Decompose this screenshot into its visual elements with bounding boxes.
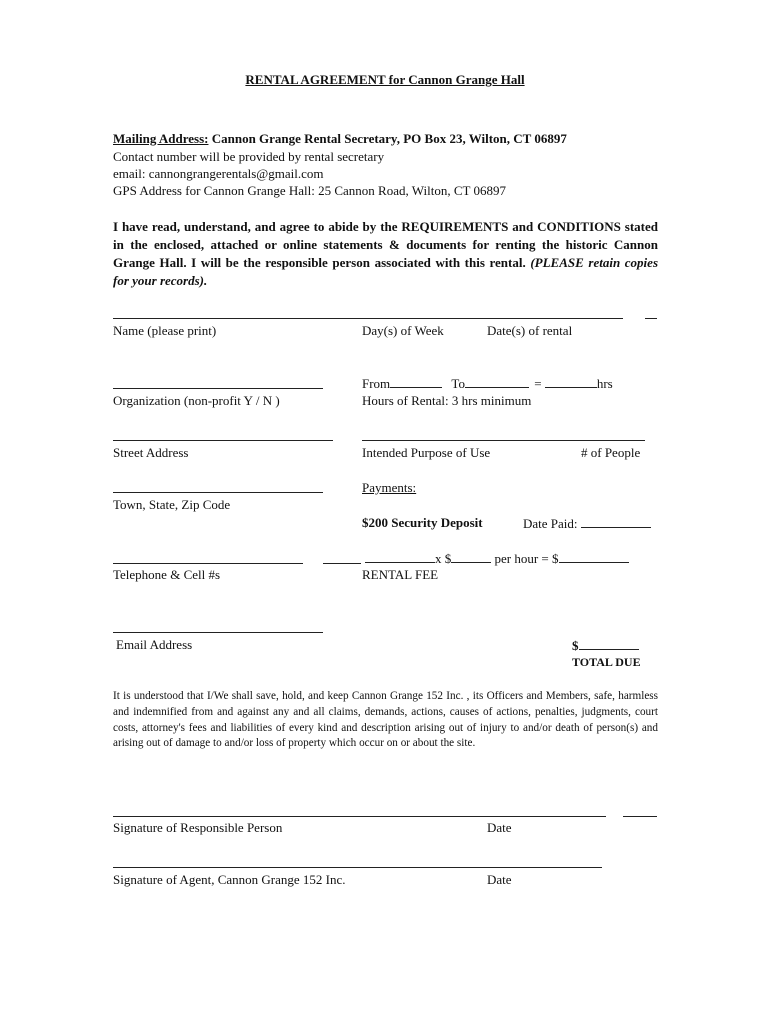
hours-min-label: Hours of Rental: 3 hrs minimum <box>362 393 532 408</box>
date-paid-input[interactable] <box>581 515 651 528</box>
telephone-label: Telephone & Cell #s <box>113 567 221 582</box>
mailing-label: Mailing Address: <box>113 131 209 146</box>
to-input[interactable] <box>465 375 529 388</box>
per-hour-label: per hour = $ <box>491 551 559 566</box>
agreement-note: (PLEASE retain copies for your records). <box>113 255 658 288</box>
name-label: Name (please print) <box>113 323 217 338</box>
town-line[interactable] <box>113 492 323 493</box>
telephone-line[interactable] <box>113 563 303 564</box>
email-address-line[interactable] <box>113 632 323 633</box>
mailing-value: Cannon Grange Rental Secretary, PO Box 23, Wilton, CT 06897 <box>208 131 567 146</box>
rental-hours-input[interactable] <box>365 550 435 563</box>
hours-count-line[interactable] <box>323 563 361 564</box>
name-days-dates-line[interactable] <box>113 318 623 319</box>
agent-date-label: Date <box>487 872 512 887</box>
dates-label: Date(s) of rental <box>487 323 573 338</box>
total-dollar-label: $ <box>572 638 579 653</box>
responsible-signature-line[interactable] <box>113 816 606 817</box>
rental-fee-label: RENTAL FEE <box>362 567 439 582</box>
mailing-address <box>113 131 567 147</box>
email-line: email: cannongrangerentals@gmail.com <box>113 166 324 181</box>
total-hours-input[interactable] <box>545 375 597 388</box>
people-label: # of People <box>581 445 641 460</box>
rate-input[interactable] <box>451 550 491 563</box>
hrs-label: hrs <box>596 376 613 391</box>
total-due-input[interactable] <box>579 637 639 650</box>
from-label: From <box>362 376 391 391</box>
organization-label: Organization (non-profit Y / N ) <box>113 393 280 408</box>
responsible-signature-label: Signature of Responsible Person <box>113 820 283 835</box>
rental-fee-calc <box>365 550 629 567</box>
gps-line: GPS Address for Cannon Grange Hall: 25 Cannon Road, Wilton, CT 06897 <box>113 183 506 198</box>
rental-fee-input[interactable] <box>559 550 629 563</box>
indemnity-paragraph: It is understood that I/We shall save, hold, and keep Cannon Grange 152 Inc. , its Officers and Members, safe, harmless and indemnified from and against any and all claims, demands, actions, causes of actions, penalties, judgments, court costs, attorney's fees and liabilities of every kind and description arising out of injury to and/or death of person(s) and arising out of damage to and/or loss of property which occur on or about the site. <box>113 690 658 750</box>
email-address-label: Email Address <box>116 637 193 652</box>
agent-signature-line[interactable] <box>113 867 602 868</box>
date-paid-field <box>523 515 651 532</box>
to-label: To <box>451 376 465 391</box>
payments-label: Payments: <box>362 480 417 495</box>
purpose-label: Intended Purpose of Use <box>362 445 491 460</box>
town-label: Town, State, Zip Code <box>113 497 231 512</box>
responsible-date-label: Date <box>487 820 512 835</box>
street-line[interactable] <box>113 440 333 441</box>
agreement-paragraph <box>113 218 658 290</box>
total-due-field <box>572 637 639 654</box>
purpose-line[interactable] <box>362 440 645 441</box>
name-days-dates-line-end[interactable] <box>645 318 657 319</box>
page-title: RENTAL AGREEMENT for Cannon Grange Hall <box>245 72 525 87</box>
date-paid-label: Date Paid: <box>523 516 578 531</box>
total-due-label: TOTAL DUE <box>572 655 641 669</box>
deposit-label: $200 Security Deposit <box>362 515 483 530</box>
agent-signature-label: Signature of Agent, Cannon Grange 152 Inc. <box>113 872 346 887</box>
organization-line[interactable] <box>113 388 323 389</box>
from-input[interactable] <box>390 375 442 388</box>
equals-label: = <box>534 376 542 391</box>
rate-x-label: x $ <box>435 551 452 566</box>
street-label: Street Address <box>113 445 189 460</box>
contact-line: Contact number will be provided by rental secretary <box>113 149 385 164</box>
agreement-text: I have read, understand, and agree to abide by the REQUIREMENTS and CONDITIONS stated in the enclosed, attached or online statements & documents for renting the historic Cannon Grange Hall. I will be the responsible person associated with this rental. <box>113 219 658 270</box>
responsible-date-line[interactable] <box>623 816 657 817</box>
hours-field <box>362 375 613 392</box>
days-label: Day(s) of Week <box>362 323 444 338</box>
